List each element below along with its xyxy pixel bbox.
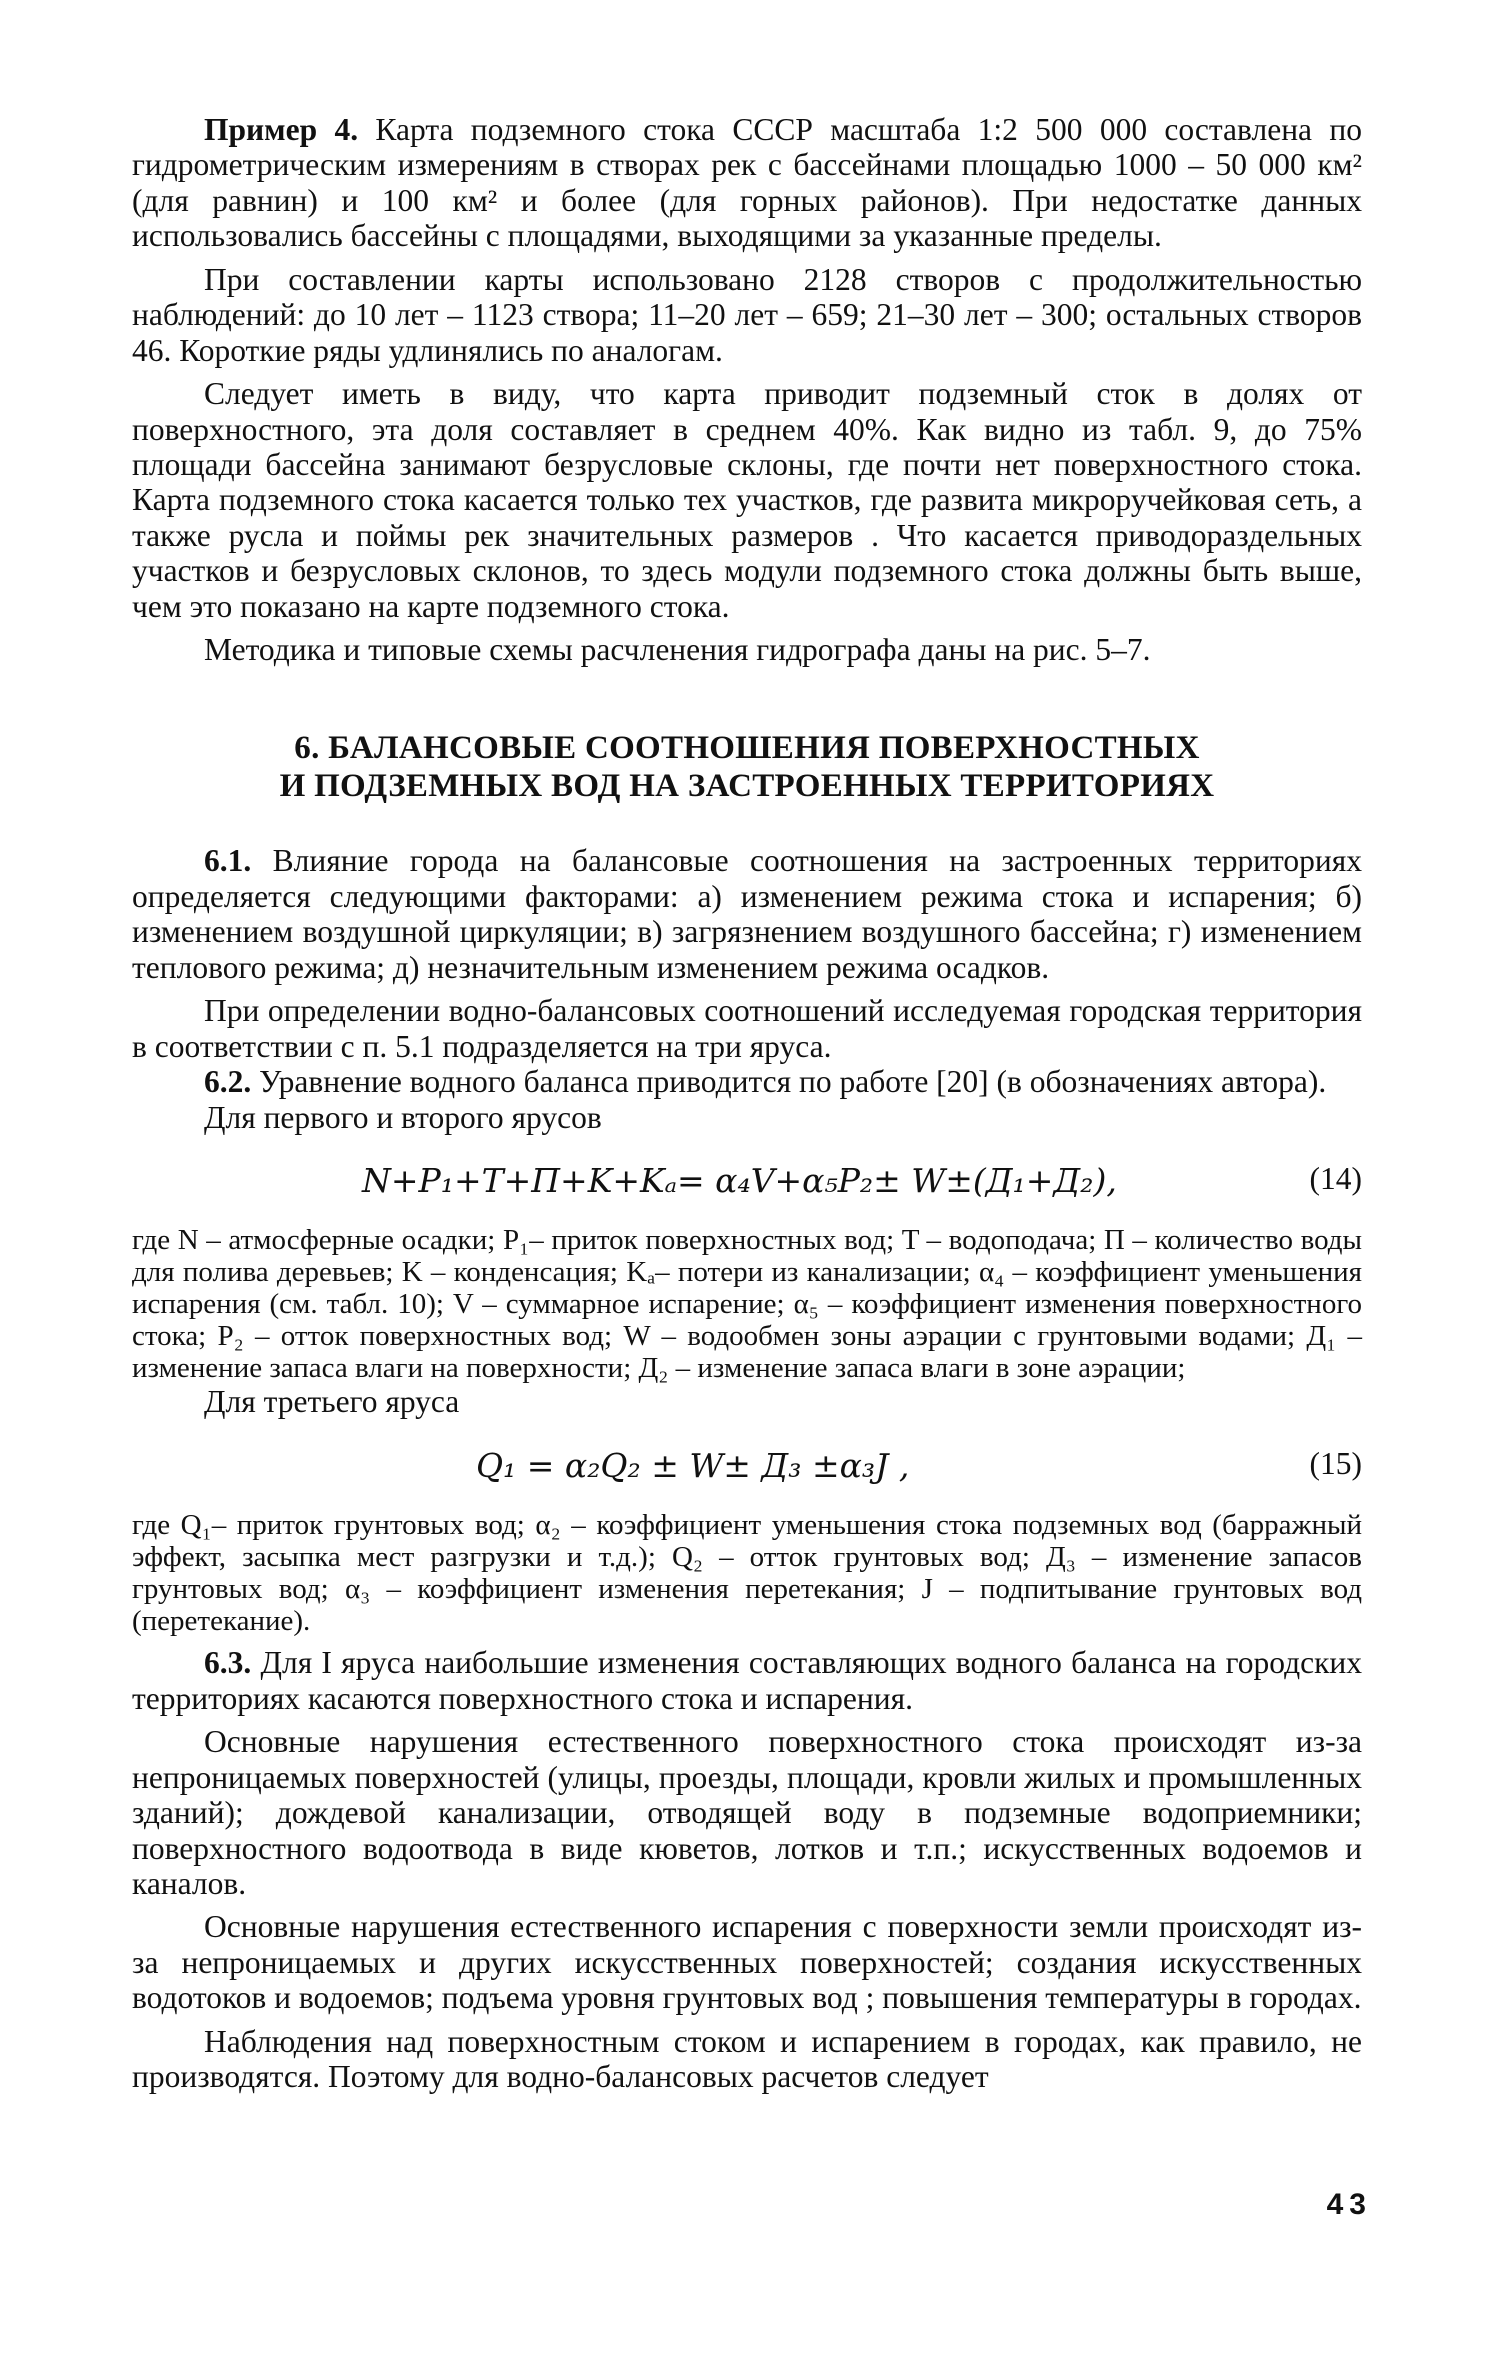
section-heading xyxy=(132,730,1362,806)
legend-text: где Q₁– приток грунтовых вод; α₂ – коэффициент уменьшения стока подземных вод (барражный эффект, засыпка мест разгрузки и т.д.); Q₂ – отток грунтовых вод; Д₃ – изменение запасов грунтовых вод; α₃ – коэффициент изменения перетекания; J – подпитывание грунтовых вод (перетекание). xyxy=(132,1508,1362,1637)
formula-15-legend xyxy=(132,1510,1362,1638)
legend-text: где N – атмосферные осадки; P₁– приток поверхностных вод; T – водоподача; П – количество воды для полива деревьев; K – конденсация; Kₐ– потери из канализации; α₄ – коэффициент уменьшения испарения (см. табл. 10); V – суммарное испарение; α₅ – коэффициент изменения поверхностного стока; P₂ – отток поверхностных вод; W – водообмен зоны аэрации с грунтовыми водами; Д₁ – изменение запаса влаги на поверхности; Д₂ – изменение запаса влаги в зоне аэрации; xyxy=(132,1223,1362,1384)
formula-15 xyxy=(132,1440,1362,1496)
paragraph-6-3 xyxy=(132,1645,1362,1716)
paragraph-text: Влияние города на балансовые соотношения на застроенных территориях определяется следующими факторами: а) изменением режима стока и испарения; б) изменением воздушной циркуляции; в) загрязнением воздушного бассейна; г) изменением теплового режима; д) незначительным изменением режима осадков. xyxy=(132,843,1362,985)
heading-line-1: 6. БАЛАНСОВЫЕ СООТНОШЕНИЯ ПОВЕРХНОСТНЫХ xyxy=(294,729,1200,766)
formula-number: (15) xyxy=(1309,1445,1362,1481)
formula-expression: Q₁ = α₂Q₂ ± W± Д₃ ±α₃J , xyxy=(476,1445,910,1485)
paragraph-first-second-tiers: Для первого и второго ярусов xyxy=(204,1099,602,1135)
paragraph-map-note: Следует иметь в виду, что карта приводит подземный сток в долях от поверхностного, эта доля составляет в среднем 40%. Как видно из табл. 9, до 75% площади бассейна занимают безрусловые склоны, где почти нет поверхностного стока. Карта подземного стока касается только тех участков, где развита микроручейковая сеть, а также русла и поймы рек значительных размеров . Что касается приводораздельных участков и безрусловых склонов, то здесь модули подземного стока должны быть выше, чем это показано на карте подземного стока. xyxy=(132,376,1362,624)
paragraph-text: Карта подземного стока СССР масштаба 1:2 500 000 составлена по гидрометрическим измерениям в створах рек с бассейнами площадью 1000 – 50 000 км² (для равнин) и 100 км² и более (для горных районов). При недостатке данных использовались бассейны с площадями, выходящими за указанные пределы. xyxy=(132,112,1362,254)
section-number: 6.3. xyxy=(204,1645,252,1681)
formula-number: (14) xyxy=(1309,1160,1362,1196)
paragraph-6-1 xyxy=(132,843,1362,985)
formula-14 xyxy=(132,1155,1362,1211)
paragraph-text: Уравнение водного баланса приводится по работе [20] (в обозначениях автора). xyxy=(251,1064,1327,1100)
paragraph-text: Для I яруса наибольшие изменения составляющих водного баланса на городских территориях касаются поверхностного стока и испарения. xyxy=(132,1645,1362,1716)
section-number: 6.2. xyxy=(204,1064,252,1100)
paragraph-tiers: При определении водно-балансовых соотношений исследуемая городская территория в соответствии с п. 5.1 подразделяется на три яруса. xyxy=(132,993,1362,1064)
paragraph-methodology: Методика и типовые схемы расчленения гидрографа даны на рис. 5–7. xyxy=(204,632,1151,668)
section-number: 6.1. xyxy=(204,843,252,879)
example-lead: Пример 4. xyxy=(204,112,359,147)
paragraph-runoff-disruptions: Основные нарушения естественного поверхностного стока происходят из-за непроницаемых поверхностей (улицы, проезды, площади, кровли жилых и промышленных зданий); дождевой канализации, отводящей воду в подземные водоприемники; поверхностного водоотвода в виде кюветов, лотков и т.п.; искусственных водоемов и каналов. xyxy=(132,1724,1362,1902)
page-number: 43 xyxy=(1326,2188,1372,2221)
formula-expression: N+P₁+T+П+K+Kₐ= α₄V+α₅P₂± W±(Д₁+Д₂), xyxy=(362,1160,1117,1200)
heading-line-2: И ПОДЗЕМНЫХ ВОД НА ЗАСТРОЕННЫХ ТЕРРИТОРИЯХ xyxy=(279,767,1215,804)
paragraph-evaporation-disruptions: Основные нарушения естественного испарения с поверхности земли происходят из-за непроницаемых и других искусственных поверхностей; создания искусственных водотоков и водоемов; подъема уровня грунтовых вод ; повышения температуры в городах. xyxy=(132,1909,1362,2016)
paragraph-observations: Наблюдения над поверхностным стоком и испарением в городах, как правило, не производятся. Поэтому для водно-балансовых расчетов следует xyxy=(132,2023,1362,2095)
paragraph-6-2 xyxy=(132,1064,1362,1099)
paragraph-example-4 xyxy=(132,112,1362,254)
formula-14-legend xyxy=(132,1225,1362,1384)
paragraph-map-stations: При составлении карты использовано 2128 створов с продолжительностью наблюдений: до 10 лет – 1123 створа; 11–20 лет – 659; 21–30 лет – 300; остальных створов 46. Короткие ряды удлинялись по аналогам. xyxy=(132,261,1362,368)
paragraph-third-tier: Для третьего яруса xyxy=(204,1384,460,1420)
